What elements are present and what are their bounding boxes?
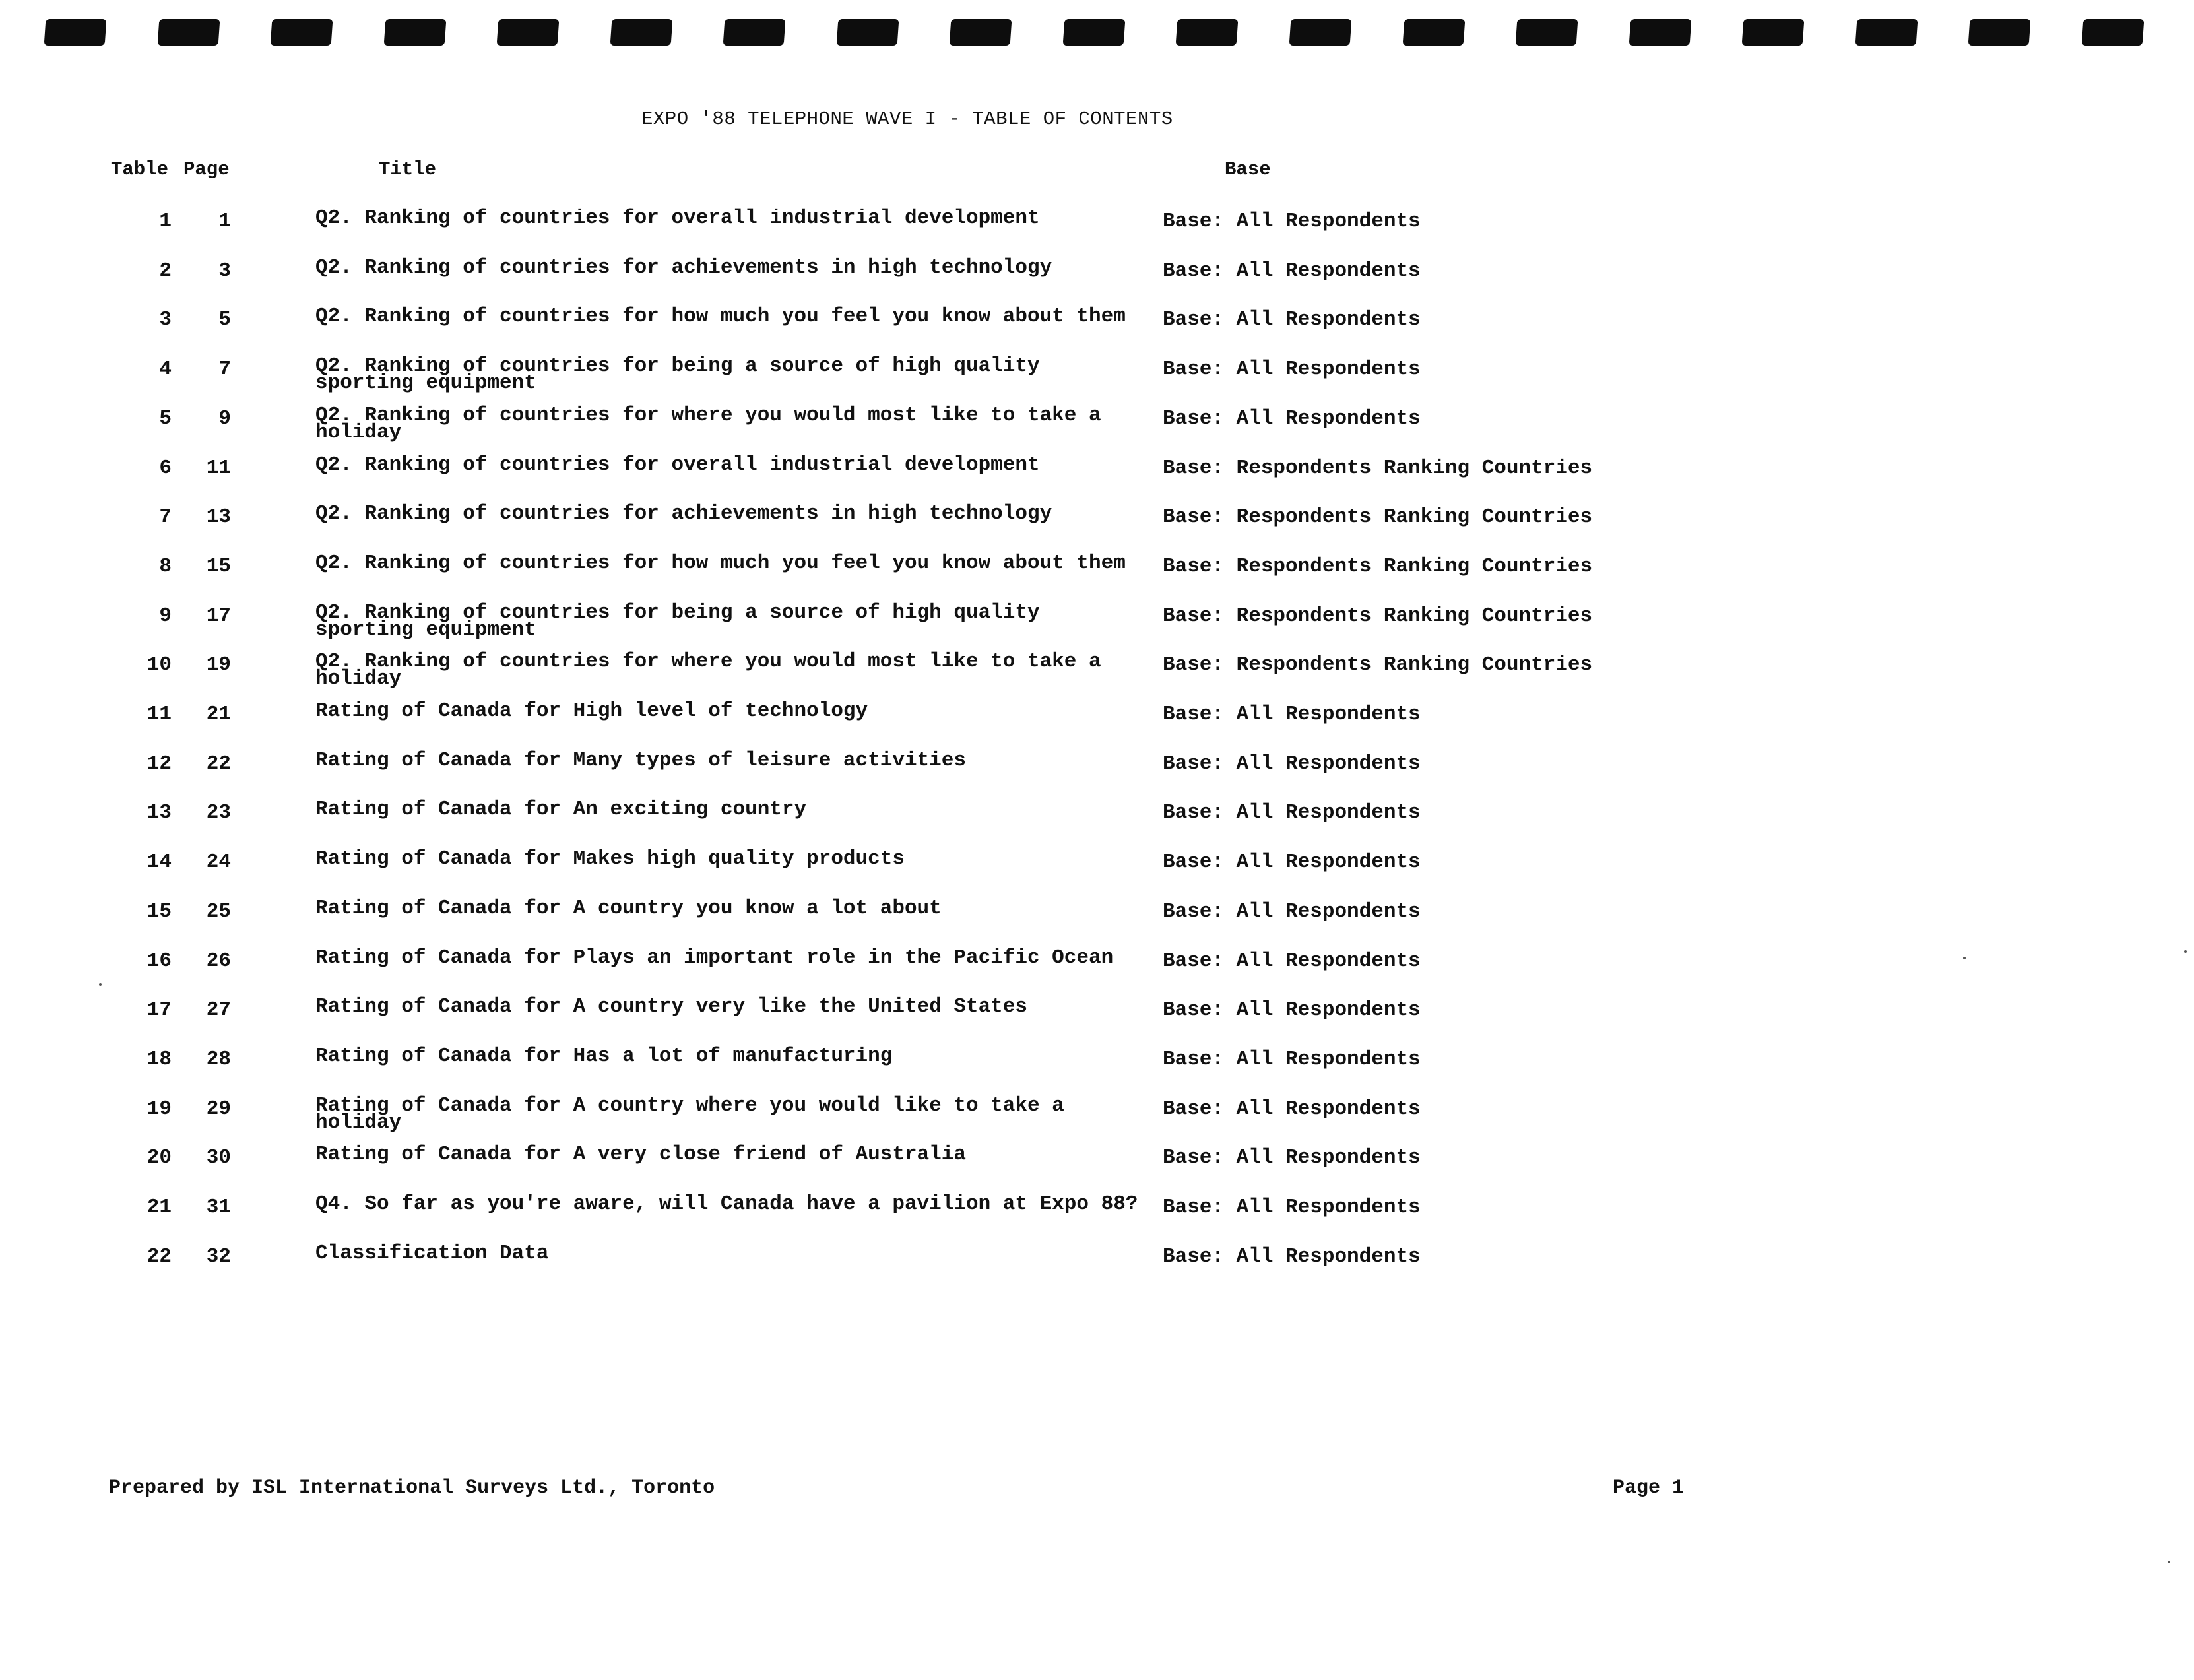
row-title: Rating of Canada for A country you know a lot about <box>315 897 942 920</box>
page-number: 7 <box>218 358 231 381</box>
row-title: Rating of Canada for Many types of leisure activities <box>315 749 966 772</box>
row-base: Base: All Respondents <box>1163 358 1421 381</box>
page-number: 32 <box>206 1245 231 1268</box>
page-number: 3 <box>218 259 231 282</box>
feed-hole <box>1742 19 1805 46</box>
row-base: Base: All Respondents <box>1163 1048 1421 1071</box>
table-row <box>0 305 2194 348</box>
scan-speck <box>1963 957 1966 959</box>
feed-hole <box>836 19 899 46</box>
page-number: 25 <box>206 900 231 923</box>
row-title: Q2. Ranking of countries for overall industrial development <box>315 207 1040 230</box>
table-number: 7 <box>159 505 172 529</box>
table-number: 20 <box>146 1146 172 1169</box>
header-base: Base <box>1225 158 1271 180</box>
scan-speck <box>2168 1561 2170 1563</box>
table-row <box>0 847 2194 890</box>
header-table: Table <box>111 158 169 180</box>
row-title: Q2. Ranking of countries for achievements in high technology <box>315 502 1052 525</box>
table-number: 2 <box>159 259 172 282</box>
table-row <box>0 256 2194 299</box>
page-number: 1 <box>218 210 231 233</box>
row-title: Q2. Ranking of countries for where you would most like to take a holiday <box>315 650 1101 690</box>
table-number: 21 <box>146 1196 172 1219</box>
page-number: 22 <box>206 752 231 775</box>
page-number: 28 <box>206 1048 231 1071</box>
header-title: Title <box>379 158 437 180</box>
table-row <box>0 1045 2194 1087</box>
table-row <box>0 699 2194 742</box>
table-row <box>0 995 2194 1038</box>
row-title: Q2. Ranking of countries for achievements in high technology <box>315 256 1052 279</box>
table-number: 5 <box>159 407 172 430</box>
row-base: Base: All Respondents <box>1163 1196 1421 1219</box>
table-row <box>0 207 2194 249</box>
row-title: Rating of Canada for An exciting country <box>315 798 807 821</box>
page-number: 27 <box>206 998 231 1021</box>
page-number: 31 <box>206 1196 231 1219</box>
table-number: 8 <box>159 555 172 578</box>
header-page: Page <box>183 158 230 180</box>
row-base: Base: Respondents Ranking Countries <box>1163 555 1593 578</box>
row-title: Rating of Canada for A country very like the United States <box>315 995 1027 1018</box>
row-base: Base: Respondents Ranking Countries <box>1163 505 1593 529</box>
table-row <box>0 897 2194 940</box>
document-title: EXPO '88 TELEPHONE WAVE I - TABLE OF CONTENTS <box>641 108 1173 130</box>
scan-speck <box>2184 950 2187 953</box>
feed-hole <box>610 19 672 46</box>
feed-hole <box>271 19 333 46</box>
page-number: 17 <box>206 604 231 628</box>
row-title: Rating of Canada for A very close friend of Australia <box>315 1143 966 1166</box>
feed-hole <box>1968 19 2031 46</box>
row-base: Base: All Respondents <box>1163 210 1421 233</box>
row-base: Base: All Respondents <box>1163 1097 1421 1120</box>
table-number: 4 <box>159 358 172 381</box>
page-number: 24 <box>206 851 231 874</box>
row-base: Base: All Respondents <box>1163 259 1421 282</box>
row-title: Q2. Ranking of countries for being a source of high quality sporting equipment <box>315 601 1040 641</box>
feed-hole <box>1063 19 1126 46</box>
row-base: Base: All Respondents <box>1163 851 1421 874</box>
table-number: 11 <box>146 703 172 726</box>
table-row <box>0 601 2194 644</box>
table-row <box>0 946 2194 989</box>
row-base: Base: All Respondents <box>1163 801 1421 824</box>
feed-hole <box>497 19 560 46</box>
page-number: 11 <box>206 457 231 480</box>
tractor-feed-strip <box>45 17 2143 48</box>
table-row <box>0 502 2194 545</box>
feed-hole <box>44 19 107 46</box>
table-number: 1 <box>159 210 172 233</box>
row-base: Base: All Respondents <box>1163 998 1421 1021</box>
row-base: Base: All Respondents <box>1163 407 1421 430</box>
row-base: Base: All Respondents <box>1163 1245 1421 1268</box>
table-row <box>0 453 2194 496</box>
page-number: 26 <box>206 950 231 973</box>
table-row <box>0 1192 2194 1235</box>
page-number: 5 <box>218 308 231 331</box>
table-row <box>0 552 2194 595</box>
row-base: Base: Respondents Ranking Countries <box>1163 604 1593 628</box>
row-title: Q4. So far as you're aware, will Canada have a pavilion at Expo 88? <box>315 1192 1138 1215</box>
table-number: 3 <box>159 308 172 331</box>
scan-speck <box>99 983 102 986</box>
feed-hole <box>950 19 1012 46</box>
table-number: 19 <box>146 1097 172 1120</box>
row-title: Q2. Ranking of countries for how much you feel you know about them <box>315 552 1126 575</box>
page-number: 21 <box>206 703 231 726</box>
page-number: 9 <box>218 407 231 430</box>
footer-page-number: Page 1 <box>1613 1477 1685 1499</box>
table-number: 16 <box>146 950 172 973</box>
row-title: Q2. Ranking of countries for where you would most like to take a holiday <box>315 404 1101 444</box>
feed-hole <box>383 19 446 46</box>
footer-prepared-by: Prepared by ISL International Surveys Ltd., Toronto <box>109 1477 715 1499</box>
table-number: 13 <box>146 801 172 824</box>
row-base: Base: All Respondents <box>1163 950 1421 973</box>
feed-hole <box>157 19 220 46</box>
table-number: 10 <box>146 653 172 676</box>
row-title: Rating of Canada for Makes high quality products <box>315 847 905 870</box>
row-title: Rating of Canada for High level of technology <box>315 699 868 723</box>
table-row <box>0 1094 2194 1137</box>
row-title: Rating of Canada for A country where you would like to take a holiday <box>315 1094 1064 1134</box>
feed-hole <box>1289 19 1352 46</box>
feed-hole <box>1402 19 1465 46</box>
row-base: Base: Respondents Ranking Countries <box>1163 653 1593 676</box>
table-number: 12 <box>146 752 172 775</box>
table-number: 18 <box>146 1048 172 1071</box>
row-base: Base: All Respondents <box>1163 752 1421 775</box>
feed-hole <box>1855 19 1918 46</box>
row-base: Base: All Respondents <box>1163 703 1421 726</box>
feed-hole <box>1629 19 1691 46</box>
page-number: 13 <box>206 505 231 529</box>
table-row <box>0 749 2194 792</box>
table-row <box>0 404 2194 447</box>
feed-hole <box>723 19 786 46</box>
table-number: 14 <box>146 851 172 874</box>
table-number: 22 <box>146 1245 172 1268</box>
table-number: 6 <box>159 457 172 480</box>
table-number: 9 <box>159 604 172 628</box>
row-title: Q2. Ranking of countries for how much you feel you know about them <box>315 305 1126 328</box>
row-title: Q2. Ranking of countries for being a source of high quality sporting equipment <box>315 354 1040 395</box>
table-row <box>0 650 2194 693</box>
feed-hole <box>1176 19 1239 46</box>
row-title: Rating of Canada for Has a lot of manufacturing <box>315 1045 893 1068</box>
row-base: Base: All Respondents <box>1163 1146 1421 1169</box>
table-row <box>0 798 2194 841</box>
page-number: 15 <box>206 555 231 578</box>
table-number: 15 <box>146 900 172 923</box>
table-row <box>0 1143 2194 1186</box>
row-title: Rating of Canada for Plays an important role in the Pacific Ocean <box>315 946 1114 969</box>
row-base: Base: All Respondents <box>1163 900 1421 923</box>
page-number: 19 <box>206 653 231 676</box>
page-number: 29 <box>206 1097 231 1120</box>
table-number: 17 <box>146 998 172 1021</box>
table-row <box>0 1242 2194 1285</box>
table-row <box>0 354 2194 397</box>
row-base: Base: Respondents Ranking Countries <box>1163 457 1593 480</box>
feed-hole <box>2081 19 2144 46</box>
page-number: 30 <box>206 1146 231 1169</box>
feed-hole <box>1516 19 1578 46</box>
row-base: Base: All Respondents <box>1163 308 1421 331</box>
row-title: Classification Data <box>315 1242 549 1265</box>
row-title: Q2. Ranking of countries for overall industrial development <box>315 453 1040 476</box>
page-number: 23 <box>206 801 231 824</box>
